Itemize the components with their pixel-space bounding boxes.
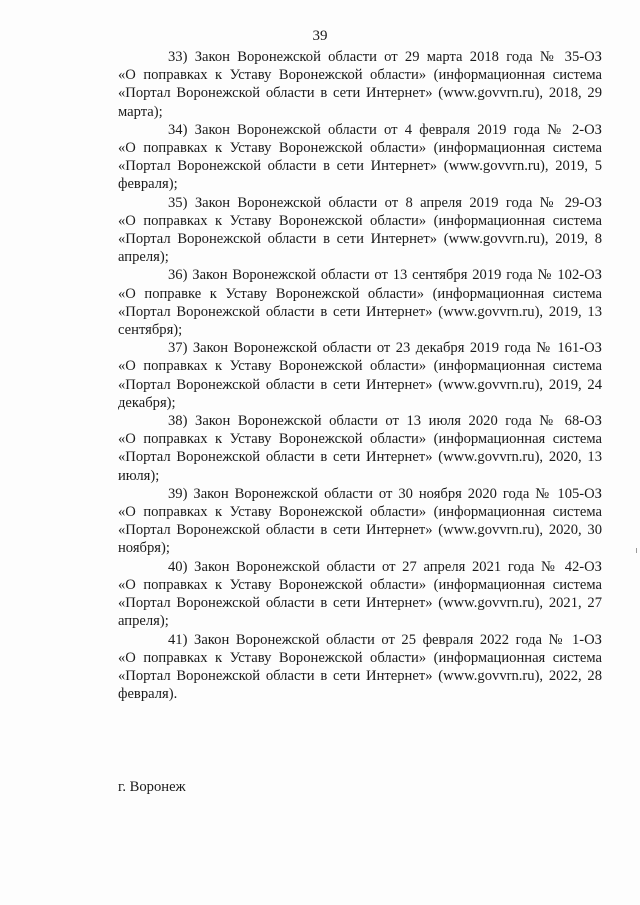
list-item xyxy=(118,48,602,121)
law-reference: 33) Закон Воронежской области от 29 марта 2018 года № 35-ОЗ xyxy=(168,49,602,65)
list-item xyxy=(118,485,602,558)
law-reference: 36) Закон Воронежской области от 13 сентября 2019 года № 102-ОЗ xyxy=(168,267,602,284)
law-reference: 39) Закон Воронежской области от 30 ноября 2020 года № 105-ОЗ xyxy=(168,485,602,502)
law-description: «О поправке к Уставу Воронежской области» (информационная система «Портал Воронежской области в сети Интернет» (www.govvrn.ru), 2019, 13 сентября); xyxy=(118,285,602,339)
law-list xyxy=(118,48,602,703)
list-item xyxy=(118,194,602,267)
list-item xyxy=(118,339,602,412)
list-item xyxy=(118,412,602,485)
law-description: «О поправках к Уставу Воронежской области» (информационная система «Портал Воронежской области в сети Интернет» (www.govvrn.ru), 2020, 30 ноября); xyxy=(118,504,602,557)
law-reference: 40) Закон Воронежской области от 27 апреля 2021 года № 42-ОЗ xyxy=(168,558,602,575)
law-description: «О поправках к Уставу Воронежской области» (информационная система «Портал Воронежской области в сети Интернет» (www.govvrn.ru), 2021, 27 апреля); xyxy=(118,576,602,630)
law-description: «О поправках к Уставу Воронежской области» (информационная система «Портал Воронежской области в сети Интернет» (www.govvrn.ru), 2018, 29 марта); xyxy=(118,67,602,120)
law-reference: 37) Закон Воронежской области от 23 декабря 2019 года № 161-ОЗ xyxy=(168,340,602,357)
law-reference: 35) Закон Воронежской области от 8 апреля 2019 года № 29-ОЗ xyxy=(168,194,602,211)
law-description: «О поправках к Уставу Воронежской области» (информационная система «Портал Воронежской области в сети Интернет» (www.govvrn.ru), 2019, 5 февраля); xyxy=(118,140,602,193)
list-item xyxy=(118,558,602,631)
list-item xyxy=(118,121,602,194)
city-signature: г. Воронеж xyxy=(118,779,186,795)
page-number: 39 xyxy=(312,28,328,44)
law-reference: 38) Закон Воронежской области от 13 июля 2020 года № 68-ОЗ xyxy=(168,413,602,430)
law-description: «О поправках к Уставу Воронежской области» (информационная система «Портал Воронежской области в сети Интернет» (www.govvrn.ru), 2019, 8 апреля); xyxy=(118,212,602,266)
law-description: «О поправках к Уставу Воронежской области» (информационная система «Портал Воронежской области в сети Интернет» (www.govvrn.ru), 2020, 13 июля); xyxy=(118,431,602,484)
list-item xyxy=(118,266,602,339)
scan-mark xyxy=(636,548,637,553)
law-reference: 34) Закон Воронежской области от 4 февраля 2019 года № 2-ОЗ xyxy=(168,121,602,138)
law-description: «О поправках к Уставу Воронежской области» (информационная система «Портал Воронежской области в сети Интернет» (www.govvrn.ru), 2022, 28 февраля). xyxy=(118,649,602,703)
law-reference: 41) Закон Воронежской области от 25 февраля 2022 года № 1-ОЗ xyxy=(168,631,602,648)
law-description: «О поправках к Уставу Воронежской области» (информационная система «Портал Воронежской области в сети Интернет» (www.govvrn.ru), 2019, 24 декабря); xyxy=(118,358,602,411)
list-item xyxy=(118,631,602,704)
